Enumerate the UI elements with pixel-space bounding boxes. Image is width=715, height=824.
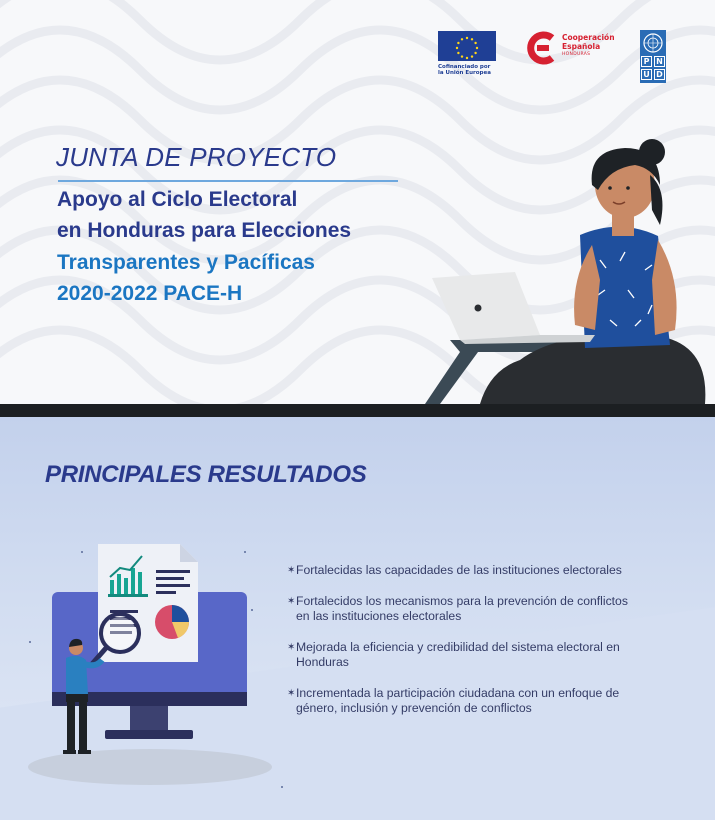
star-bullet-icon: ✶ (287, 596, 296, 607)
eu-caption-line2: la Unión Europea (438, 70, 491, 76)
result-text-cont: género, inclusión y prevención de conflictos (296, 701, 532, 715)
undp-letter-u: U (641, 69, 652, 80)
eu-flag-icon (438, 31, 496, 61)
title-divider (58, 180, 398, 182)
result-item-4 (287, 686, 687, 716)
eu-caption-line1: Cofinanciado por (438, 64, 491, 70)
undp-logo (640, 30, 666, 83)
results-list (287, 563, 687, 732)
cooperacion-espanola-logo (524, 30, 624, 66)
slide-divider (0, 404, 715, 417)
star-bullet-icon: ✶ (287, 688, 296, 699)
result-item-3 (287, 640, 687, 670)
result-item-1 (287, 563, 687, 578)
undp-letter-n: N (654, 56, 665, 67)
subtitle-line-4: 2020-2022 PACE-H (57, 282, 243, 305)
subtitle-line-3: Transparentes y Pacíficas (57, 251, 315, 274)
data-analysis-illustration (20, 532, 290, 807)
subtitle-line-2: en Honduras para Elecciones (57, 219, 352, 242)
bottom-slide (0, 417, 715, 820)
ce-line2: Española (562, 41, 601, 51)
result-text: Fortalecidos los mecanismos para la prevención de conflictos (296, 594, 628, 608)
ce-line3: HONDURAS (562, 52, 591, 57)
result-text: Fortalecidas las capacidades de las instituciones electorales (296, 563, 622, 577)
result-text: Incrementada la participación ciudadana con un enfoque de (296, 686, 620, 700)
woman-laptop-illustration (420, 130, 715, 404)
result-text-cont: en las instituciones electorales (296, 609, 462, 623)
undp-letter-p: P (641, 56, 652, 67)
star-bullet-icon: ✶ (287, 642, 296, 653)
un-emblem-icon (640, 31, 666, 55)
section-title: PRINCIPALES RESULTADOS (45, 461, 367, 488)
cooperacion-espanola-icon (524, 30, 558, 66)
result-text-cont: Honduras (296, 655, 349, 669)
eu-logo (438, 31, 498, 76)
star-bullet-icon: ✶ (287, 565, 296, 576)
result-item-2 (287, 594, 687, 624)
result-text: Mejorada la eficiencia y credibilidad del sistema electoral en (296, 640, 620, 654)
ce-line1: Cooperación (562, 33, 615, 42)
subtitle-line-1: Apoyo al Ciclo Electoral (57, 188, 298, 211)
top-slide (0, 0, 715, 404)
page-title: JUNTA DE PROYECTO (56, 142, 337, 172)
bottom-edge (0, 820, 715, 824)
undp-letter-d: D (654, 69, 665, 80)
